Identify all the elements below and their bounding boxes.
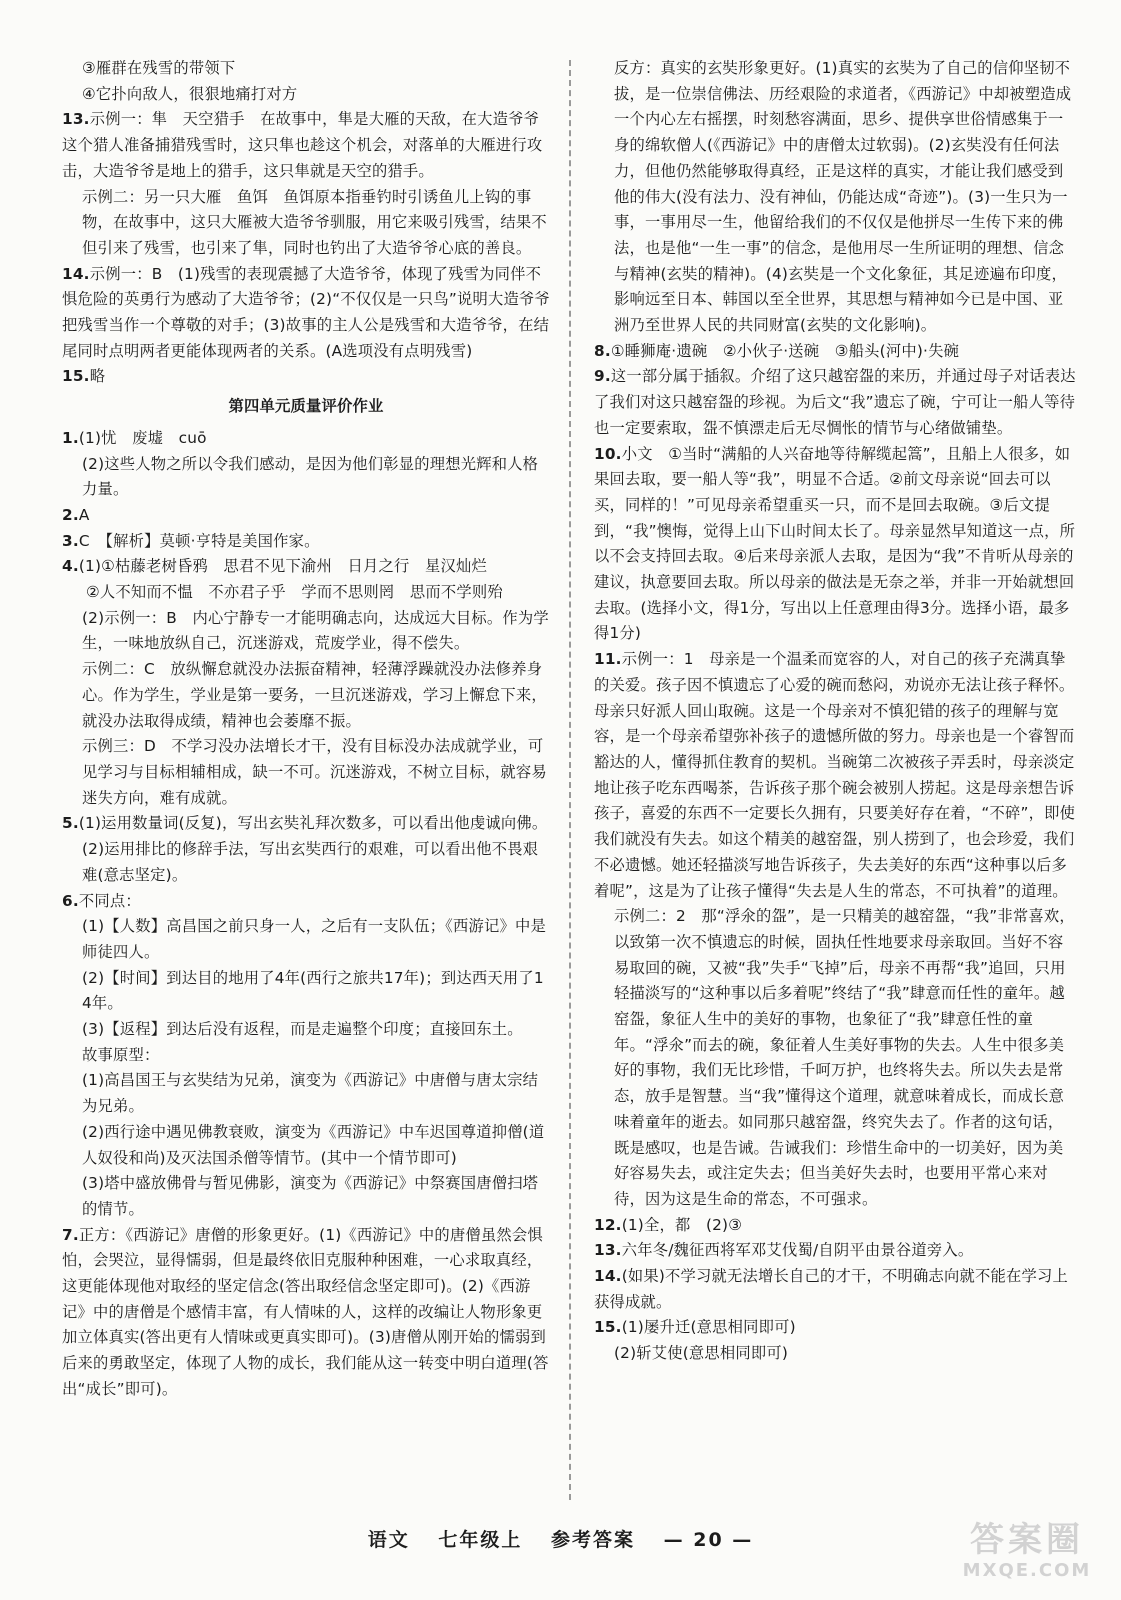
answer-paragraph xyxy=(62,734,550,811)
answer-paragraph xyxy=(62,657,550,734)
answer-paragraph xyxy=(594,1264,1078,1315)
question-number: 15. xyxy=(594,1318,622,1337)
answer-text: 示例二：C 放纵懈怠就没办法振奋精神，轻薄浮躁就没办法修养身心。作为学生，学业是第一要务，一旦沉迷游戏，学习上懈怠下来，就没办法取得成绩，精神也会萎靡不振。 xyxy=(82,660,547,730)
question-number: 5. xyxy=(62,814,79,833)
answer-text: 示例一：隼 天空猎手 在故事中，隼是大雁的天敌，在大造爷爷这个猎人准备捕猎残雪时，这只隼也趁这个机会，对落单的大雁进行攻击，大造爷爷是地上的猎手，这只隼就是天空的猎手。 xyxy=(62,110,543,180)
question-number: 7. xyxy=(62,1225,79,1244)
answer-paragraph xyxy=(594,364,1078,441)
answer-paragraph xyxy=(594,339,1078,365)
answer-paragraph xyxy=(594,1238,1078,1264)
answer-text: (2)斩艾使(意思相同即可) xyxy=(614,1344,789,1363)
question-number: 2. xyxy=(62,505,79,524)
answer-text: (2)【时间】到达目的地用了4年(西行之旅共17年)；到达西天用了14年。 xyxy=(82,968,544,1013)
answer-text: 示例一：1 母亲是一个温柔而宽容的人，对自己的孩子充满真挚的关爱。孩子因不慎遗忘了心爱的碗而愁闷，劝说亦无法让孩子释怀。母亲只好派人回山取碗。这是一个母亲对不慎犯错的孩子的理解与宽容，是一个母亲希望弥补孩子的遗憾所做的努力。母亲也是一个睿智而豁达的人，懂得抓住教育的契机。当碗第二次被孩子弄丢时，母亲淡定地让孩子吃东西喝茶，告诉孩子那个碗会被别人捞起。这是母亲想告诉孩子，喜爱的东西不一定要长久拥有，只要美好存在着，“不碎”，即使我们就没有失去。如这个精美的越窑盌，别人捞到了，也会珍爱，我们不必遗憾。她还轻描淡写地告诉孩子，失去美好的东西“这种事以后多着呢”，这是为了让孩子懂得“失去是人生的常态，不可执着”的道理。 xyxy=(594,650,1076,900)
answer-text: ②人不知而不愠 不亦君子乎 学而不思则罔 思而不学则殆 xyxy=(86,583,503,602)
watermark-line1: 答案圈 xyxy=(970,1520,1084,1560)
answer-text: 这一部分属于插叙。介绍了这只越窑盌的来历，并通过母子对话表达了我们对这只越窑盌的珍视。为后文“我”遗忘了碗，宁可让一船人等待也一定要索取，盌不慎漂走后无尽惆怅的情节与心绪做铺垫。 xyxy=(594,367,1076,437)
answer-text: (1)全，都 (2)③ xyxy=(621,1215,743,1234)
answer-paragraph xyxy=(594,904,1078,1212)
answer-paragraph xyxy=(62,107,550,184)
answer-text: (1)屡升迁(意思相同即可) xyxy=(621,1318,796,1337)
question-number: 12. xyxy=(594,1215,622,1234)
answer-text: A xyxy=(78,505,90,524)
answer-paragraph xyxy=(594,1341,1078,1367)
answer-paragraph xyxy=(62,364,550,390)
answer-text: 第四单元质量评价作业 xyxy=(228,397,384,416)
answer-text: (1)【人数】高昌国之前只身一人，之后有一支队伍；《西游记》中是师徒四人。 xyxy=(82,917,547,961)
answer-paragraph xyxy=(62,503,550,529)
answer-paragraph xyxy=(62,889,550,915)
answer-text: (2)这些人物之所以令我们感动，是因为他们彰显的理想光辉和人格力量。 xyxy=(82,454,539,499)
answer-text: ③雁群在残雪的带领下 xyxy=(82,59,236,77)
answer-paragraph xyxy=(594,56,1078,339)
answer-text: (1)忧 废墟 cuō xyxy=(78,428,207,447)
answer-paragraph xyxy=(62,1223,550,1403)
answer-paragraph xyxy=(62,1171,550,1222)
answer-paragraph xyxy=(62,529,550,555)
answer-paragraph xyxy=(62,580,550,606)
answer-paragraph xyxy=(62,606,550,657)
answer-paragraph xyxy=(62,185,550,262)
question-number: 13. xyxy=(594,1241,622,1260)
question-number: 6. xyxy=(62,891,79,910)
answer-text: 示例一：B (1)残雪的表现震撼了大造爷爷，体现了残雪为同伴不惧危险的英勇行为感动了大造爷爷；(2)“不仅仅是一只鸟”说明大造爷爷把残雪当作一个尊敬的对手；(3)故事的主人公是残雪和大造爷爷，在结尾同时点明两者更能体现两者的关系。(A选项没有点明残雪) xyxy=(62,264,550,360)
column-divider xyxy=(569,60,571,1500)
answer-paragraph xyxy=(62,1068,550,1119)
answer-text: C 【解析】莫顿·亨特是美国作家。 xyxy=(78,531,320,550)
answer-text: (3)塔中盛放佛骨与暂见佛影，演变为《西游记》中祭赛国唐僧扫塔的情节。 xyxy=(82,1174,539,1218)
question-number: 11. xyxy=(594,650,622,669)
answer-text: ①睡狮庵·遗碗 ②小伙子·送碗 ③船头(河中)·失碗 xyxy=(610,341,960,360)
answer-text: 示例二：2 那“浮氽的盌”，是一只精美的越窑盌，“我”非常喜欢，以致第一次不慎遗忘的时候，固执任性地要求母亲取回。当好不容易取回的碗，又被“我”失手“飞掉”后，母亲不再帮“我”追回，只用轻描淡写的“这种事以后多着呢”终结了“我”肆意而任性的童年。越窑盌，象征人生中的美好的事物，也象征了“我”肆意任性的童年。“浮氽”而去的碗，象征着人生美好事物的失去。人生中很多美好的事物，我们无比珍惜，千呵万护，也终将失去。所以失去是常态，放手是智慧。当“我”懂得这个道理，就意味着成长，而成长意味着童年的逝去。如同那只越窑盌，终究失去了。作者的这句话，既是感叹，也是告诫。告诫我们：珍惜生命中的一切美好，因为美好容易失去，或注定失去；但当美好失去时，也要用平常心来对待，因为这是生命的常态，不可强求。 xyxy=(614,907,1075,1208)
answer-text: 正方：《西游记》唐僧的形象更好。(1)《西游记》中的唐僧虽然会惧怕，会哭泣，显得懦弱，但是最终依旧克服种种困难，一心求取真经，这更能体现他对取经的坚定信念(答出取经信念坚定即可)。(2)《西游记》中的唐僧是个感情丰富，有人情味的人，这样的改编让人物形象更加立体真实(答出更有人情味或更真实即可)。(3)唐僧从刚开始的懦弱到后来的勇敢坚定，体现了人物的成长，我们能从这一转变中明白道理(答出“成长”即可)。 xyxy=(62,1225,549,1398)
question-number: 1. xyxy=(62,428,79,447)
answer-paragraph xyxy=(62,426,550,452)
question-number: 10. xyxy=(594,444,622,463)
answer-text: 示例二：另一只大雁 鱼饵 鱼饵原本指垂钓时引诱鱼儿上钩的事物，在故事中，这只大雁被大造爷爷驯服，用它来吸引残雪，结果不但引来了残雪，也引来了隼，同时也钓出了大造爷爷心底的善良。 xyxy=(82,187,547,257)
answer-paragraph xyxy=(62,82,550,108)
watermark-line2: MXQE.COM xyxy=(962,1560,1092,1581)
left-column xyxy=(62,56,550,1496)
answer-paragraph xyxy=(62,914,550,965)
answer-paragraph xyxy=(62,452,550,503)
footer-subject: 语文 xyxy=(367,1529,410,1551)
answer-paragraph xyxy=(594,442,1078,648)
right-column xyxy=(594,56,1078,1496)
answer-paragraph xyxy=(62,811,550,837)
footer-page-number: — 20 — xyxy=(663,1529,754,1551)
answer-text: (2)示例一：B 内心宁静专一才能明确志向，达成远大目标。作为学生，一味地放纵自己，沉迷游戏，荒废学业，得不偿失。 xyxy=(82,608,549,653)
watermark-logo xyxy=(947,1520,1107,1590)
answer-paragraph xyxy=(594,1213,1078,1239)
answer-paragraph xyxy=(62,1120,550,1171)
answer-paragraph xyxy=(62,554,550,580)
answer-paragraph xyxy=(62,966,550,1017)
question-number: 9. xyxy=(594,367,611,386)
answer-text: 不同点： xyxy=(78,891,141,910)
answer-text: (如果)不学习就无法增长自己的才干，不明确志向就不能在学习上获得成就。 xyxy=(594,1267,1068,1311)
answer-text: 反方：真实的玄奘形象更好。(1)真实的玄奘为了自己的信仰坚韧不拔，是一位崇信佛法、历经艰险的求道者，《西游记》中却被塑造成一个内心左右摇摆，时刻愁容满面，思乡、提供享世俗情感集于一身的绵软僧人(《西游记》中的唐僧太过软弱)。(2)玄奘没有任何法力，但他仍然能够取得真经，正是这样的真实，才能让我们感受到他的伟大(没有法力、没有神仙，仍能达成“奇迹”)。(3)一生只为一事，一事用尽一生，他留给我们的不仅仅是他拼尽一生传下来的佛法，也是他“一生一事”的信念，是他用尽一生所证明的理想、信念与精神(玄奘的精神)。(4)玄奘是一个文化象征，其足迹遍布印度，影响远至日本、韩国以至全世界，其思想与精神如今已是中国、亚洲乃至世界人民的共同财富(玄奘的文化影响)。 xyxy=(614,59,1072,335)
question-number: 13. xyxy=(62,110,90,129)
question-number: 4. xyxy=(62,557,79,576)
footer-label: 参考答案 xyxy=(550,1529,635,1551)
answer-text: 小文 ①当时“满船的人兴奋地等待解缆起篙”，且船上人很多，如果回去取，要一船人等“我”，明显不合适。②前文母亲说“回去可以买，同样的！”可见母亲希望重买一只，而不是回去取碗。③后文提到，“我”懊悔，觉得上山下山时间太长了。母亲显然早知道这一点，所以不会支持回去取。④后来母亲派人去取，是因为“我”不肯听从母亲的建议，执意要回去取。所以母亲的做法是无奈之举，并非一开始就想回去取。(选择小文，得1分，写出以上任意理由得3分。选择小语，最多得1分) xyxy=(594,444,1076,643)
answer-text: 略 xyxy=(89,367,106,386)
question-number: 14. xyxy=(62,264,90,283)
question-number: 3. xyxy=(62,531,79,550)
question-number: 15. xyxy=(62,367,90,386)
answer-text: (1)高昌国王与玄奘结为兄弟，演变为《西游记》中唐僧与唐太宗结为兄弟。 xyxy=(82,1071,539,1116)
answer-paragraph xyxy=(62,56,550,82)
answer-text: (2)运用排比的修辞手法，写出玄奘西行的艰难，可以看出他不畏艰难(意志坚定)。 xyxy=(82,840,539,884)
section-title xyxy=(62,394,550,420)
question-number: 14. xyxy=(594,1267,622,1286)
answer-text: 六年冬/魏征西将军邓艾伐蜀/自阴平由景谷道旁入。 xyxy=(621,1241,974,1260)
answer-text: 故事原型： xyxy=(82,1045,160,1064)
footer-grade: 七年级上 xyxy=(438,1529,523,1551)
answer-text: 示例三：D 不学习没办法增长才干，没有目标没办法成就学业，可见学习与目标相辅相成，缺一不可。沉迷游戏，不树立目标，就容易迷失方向，难有成就。 xyxy=(82,737,547,807)
answer-text: ④它扑向敌人，很狠地痛打对方 xyxy=(82,84,298,103)
answer-paragraph xyxy=(594,1315,1078,1341)
answer-paragraph xyxy=(62,837,550,888)
answer-text: (3)【返程】到达后没有返程，而是走遍整个印度；直接回东土。 xyxy=(82,1020,523,1039)
answer-text: (1)①枯藤老树昏鸦 思君不见下渝州 日月之行 星汉灿烂 xyxy=(78,557,487,576)
question-number: 8. xyxy=(594,341,611,360)
answer-paragraph xyxy=(62,1017,550,1043)
answer-paragraph xyxy=(62,1043,550,1069)
answer-text: (1)运用数量词(反复)，写出玄奘礼拜次数多，可以看出他虔诚向佛。 xyxy=(78,814,548,833)
answer-text: (2)西行途中遇见佛教衰败，演变为《西游记》中车迟国尊道抑僧(道人奴役和尚)及灭法国杀僧等情节。(其中一个情节即可) xyxy=(82,1122,545,1167)
answer-paragraph xyxy=(62,262,550,365)
answer-paragraph xyxy=(594,647,1078,904)
